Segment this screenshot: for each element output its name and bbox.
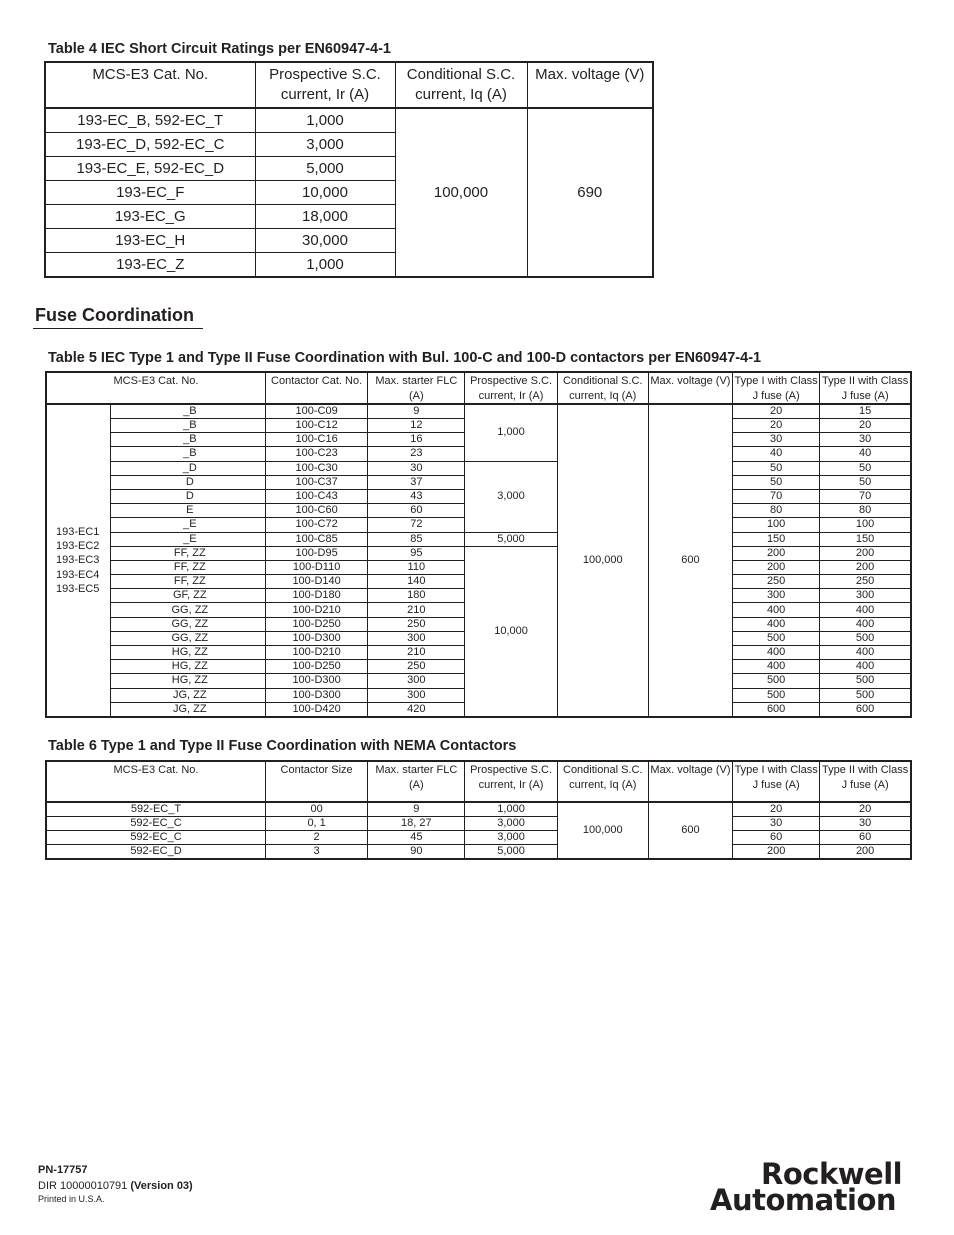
table5-type1: 400 — [733, 617, 820, 631]
table5-flc: 72 — [368, 518, 465, 532]
table5-contactor: 100-C43 — [265, 489, 367, 503]
table5-suffix: FF, ZZ — [110, 546, 265, 560]
table6-voltage-value: 600 — [648, 802, 732, 859]
table5-header-cat: MCS-E3 Cat. No. — [46, 372, 265, 404]
table6-header-cat: MCS-E3 Cat. No. — [46, 761, 266, 802]
table5-suffix: HG, ZZ — [110, 660, 265, 674]
table5-flc: 300 — [368, 631, 465, 645]
table5-type1: 150 — [733, 532, 820, 546]
table4-cell: 1,000 — [255, 253, 395, 278]
table5-header-voltage: Max. voltage (V) — [648, 372, 732, 404]
table5-type2: 70 — [820, 489, 911, 503]
table5-flc: 30 — [368, 461, 465, 475]
table6-cell: 592-EC_C — [46, 831, 266, 845]
logo-line1: Rockwell — [761, 1157, 903, 1191]
table5-contactor: 100-D300 — [265, 688, 367, 702]
table5-prospective-group: 5,000 — [465, 532, 557, 546]
table5-prospective-group: 1,000 — [465, 404, 557, 461]
footer-dir-number: DIR 10000010791 — [38, 1180, 131, 1192]
table6-cell: 90 — [368, 845, 465, 860]
table5-type1: 200 — [733, 560, 820, 574]
table6-cell: 60 — [733, 831, 820, 845]
table5-type2: 150 — [820, 532, 911, 546]
table6-cell: 9 — [368, 802, 465, 817]
rockwell-automation-logo — [710, 1157, 903, 1217]
table5-contactor: 100-C37 — [265, 475, 367, 489]
table6-cell: 0, 1 — [266, 817, 368, 831]
table5-suffix: HG, ZZ — [110, 646, 265, 660]
table5-contactor: 100-D420 — [265, 702, 367, 717]
table6-cell: 45 — [368, 831, 465, 845]
table5-flc: 420 — [368, 702, 465, 717]
table5-type2: 80 — [820, 504, 911, 518]
table5-cat-group — [46, 404, 110, 717]
table5-voltage-value: 600 — [648, 404, 732, 717]
table6-cell: 30 — [733, 817, 820, 831]
table5-type2: 50 — [820, 461, 911, 475]
table5-contactor: 100-C72 — [265, 518, 367, 532]
table4 — [44, 61, 654, 278]
section-heading-underline — [33, 328, 203, 329]
table5-suffix: FF, ZZ — [110, 560, 265, 574]
table5-contactor: 100-C16 — [265, 433, 367, 447]
table5-suffix: _B — [110, 419, 265, 433]
table4-header-conditional: Conditional S.C. current, Iq (A) — [395, 62, 527, 108]
table-row — [46, 802, 911, 817]
table4-cell: 10,000 — [255, 181, 395, 205]
table6-header-type1: Type I with Class J fuse (A) — [733, 761, 820, 802]
table6-cell: 30 — [820, 817, 911, 831]
table5-type2: 200 — [820, 560, 911, 574]
table5-prospective-group: 3,000 — [465, 461, 557, 532]
table6-cell: 5,000 — [465, 845, 557, 860]
table5-suffix: HG, ZZ — [110, 674, 265, 688]
table6-cell: 2 — [266, 831, 368, 845]
table5-type1: 50 — [733, 461, 820, 475]
table6-cell: 00 — [266, 802, 368, 817]
table5-flc: 110 — [368, 560, 465, 574]
table6-header-voltage: Max. voltage (V) — [648, 761, 732, 802]
table4-cell: 30,000 — [255, 229, 395, 253]
table6-cell: 592-EC_C — [46, 817, 266, 831]
table5-type1: 50 — [733, 475, 820, 489]
table5-type2: 50 — [820, 475, 911, 489]
table5-contactor: 100-D300 — [265, 674, 367, 688]
table5-flc: 85 — [368, 532, 465, 546]
table5-type2: 600 — [820, 702, 911, 717]
table5-type2: 100 — [820, 518, 911, 532]
table-row — [46, 831, 911, 845]
table5-contactor: 100-C23 — [265, 447, 367, 461]
table5-type2: 400 — [820, 617, 911, 631]
table-row — [46, 404, 911, 419]
table5-type2: 20 — [820, 419, 911, 433]
table5-type1: 30 — [733, 433, 820, 447]
table4-conditional-value: 100,000 — [395, 108, 527, 277]
table4-cell: 1,000 — [255, 108, 395, 133]
table5-type2: 500 — [820, 674, 911, 688]
table5-suffix: GG, ZZ — [110, 617, 265, 631]
table5-contactor: 100-C12 — [265, 419, 367, 433]
table6-cell: 3,000 — [465, 817, 557, 831]
table6-conditional-value: 100,000 — [557, 802, 648, 859]
table5-type1: 80 — [733, 504, 820, 518]
table5-suffix: E — [110, 504, 265, 518]
table4-cell: 193-EC_Z — [45, 253, 255, 278]
table5-cat-prefix: 193-EC2 — [56, 539, 100, 552]
table5-suffix: GG, ZZ — [110, 603, 265, 617]
table6-header-prospective: Prospective S.C. current, Ir (A) — [465, 761, 557, 802]
table5-type1: 70 — [733, 489, 820, 503]
table4-title: Table 4 IEC Short Circuit Ratings per EN60947-4-1 — [48, 41, 391, 57]
table6-cell: 200 — [733, 845, 820, 860]
table4-cell: 5,000 — [255, 157, 395, 181]
table5-header-type1: Type I with Class J fuse (A) — [733, 372, 820, 404]
table6-cell: 3 — [266, 845, 368, 860]
table5-flc: 210 — [368, 603, 465, 617]
table6-cell: 1,000 — [465, 802, 557, 817]
table4-cell: 193-EC_B, 592-EC_T — [45, 108, 255, 133]
table5-type2: 300 — [820, 589, 911, 603]
table6-cell: 592-EC_D — [46, 845, 266, 860]
table5-flc: 250 — [368, 617, 465, 631]
table5-contactor: 100-D180 — [265, 589, 367, 603]
table5-flc: 12 — [368, 419, 465, 433]
table5-contactor: 100-C85 — [265, 532, 367, 546]
table5-header-contactor: Contactor Cat. No. — [265, 372, 367, 404]
footer-version: (Version 03) — [130, 1180, 193, 1192]
table-row — [46, 845, 911, 860]
table5-cat-prefix: 193-EC5 — [56, 582, 100, 595]
table5-flc: 250 — [368, 660, 465, 674]
table5-type1: 250 — [733, 575, 820, 589]
table5-flc: 95 — [368, 546, 465, 560]
table-row — [46, 532, 911, 546]
table5-type1: 100 — [733, 518, 820, 532]
table4-header-prospective: Prospective S.C. current, Ir (A) — [255, 62, 395, 108]
table5-contactor: 100-C30 — [265, 461, 367, 475]
logo-line2: Automation — [710, 1183, 897, 1217]
table5-suffix: D — [110, 489, 265, 503]
table5-flc: 16 — [368, 433, 465, 447]
table5-cat-prefix: 193-EC1 — [56, 525, 100, 538]
table5-suffix: _B — [110, 404, 265, 419]
table5-contactor: 100-D250 — [265, 660, 367, 674]
table5-type2: 200 — [820, 546, 911, 560]
table5-header-type2: Type II with Class J fuse (A) — [820, 372, 911, 404]
table5-type1: 600 — [733, 702, 820, 717]
table5-prospective-group: 10,000 — [465, 546, 557, 717]
table5-conditional-value: 100,000 — [557, 404, 648, 717]
table5-type1: 500 — [733, 688, 820, 702]
table5-type1: 400 — [733, 660, 820, 674]
table5-suffix: GF, ZZ — [110, 589, 265, 603]
table5-type1: 500 — [733, 674, 820, 688]
table5-flc: 300 — [368, 688, 465, 702]
table5-type1: 500 — [733, 631, 820, 645]
table5-flc: 37 — [368, 475, 465, 489]
table4-header-voltage: Max. voltage (V) — [527, 62, 653, 108]
table4-cell: 18,000 — [255, 205, 395, 229]
table5-type2: 500 — [820, 631, 911, 645]
table5-type2: 400 — [820, 603, 911, 617]
table5-flc: 60 — [368, 504, 465, 518]
table5-suffix: D — [110, 475, 265, 489]
table5-type1: 20 — [733, 419, 820, 433]
table5-header-flc: Max. starter FLC (A) — [368, 372, 465, 404]
table-row — [46, 461, 911, 475]
table6-title: Table 6 Type 1 and Type II Fuse Coordination with NEMA Contactors — [48, 738, 517, 754]
table5-header-prospective: Prospective S.C. current, Ir (A) — [465, 372, 557, 404]
table4-voltage-value: 690 — [527, 108, 653, 277]
table5-suffix: GG, ZZ — [110, 631, 265, 645]
table4-header-cat: MCS-E3 Cat. No. — [45, 62, 255, 108]
footer-dir — [38, 1180, 193, 1192]
table6-cell: 3,000 — [465, 831, 557, 845]
table6-header-conditional: Conditional S.C. current, Iq (A) — [557, 761, 648, 802]
table5-type1: 20 — [733, 404, 820, 419]
footer-pn: PN-17757 — [38, 1164, 88, 1176]
table4-cell: 193-EC_D, 592-EC_C — [45, 133, 255, 157]
table6-cell: 18, 27 — [368, 817, 465, 831]
table4-cell: 193-EC_F — [45, 181, 255, 205]
table5-suffix: _E — [110, 518, 265, 532]
footer-printed: Printed in U.S.A. — [38, 1194, 105, 1204]
table5-type2: 40 — [820, 447, 911, 461]
table5 — [45, 371, 912, 718]
table6-cell: 20 — [820, 802, 911, 817]
table6 — [45, 760, 912, 860]
table6-cell: 200 — [820, 845, 911, 860]
table5-type2: 500 — [820, 688, 911, 702]
table5-suffix: JG, ZZ — [110, 702, 265, 717]
table5-contactor: 100-C09 — [265, 404, 367, 419]
table5-type1: 300 — [733, 589, 820, 603]
table5-type2: 250 — [820, 575, 911, 589]
table6-header-type2: Type II with Class J fuse (A) — [820, 761, 911, 802]
table5-contactor: 100-C60 — [265, 504, 367, 518]
table5-type1: 400 — [733, 646, 820, 660]
table6-header-size: Contactor Size — [266, 761, 368, 802]
table5-suffix: _B — [110, 447, 265, 461]
table-row — [46, 817, 911, 831]
table5-contactor: 100-D110 — [265, 560, 367, 574]
table5-type2: 30 — [820, 433, 911, 447]
table5-flc: 140 — [368, 575, 465, 589]
table5-flc: 43 — [368, 489, 465, 503]
table5-flc: 9 — [368, 404, 465, 419]
table4-cell: 193-EC_H — [45, 229, 255, 253]
table5-contactor: 100-D95 — [265, 546, 367, 560]
table6-cell: 20 — [733, 802, 820, 817]
table5-type2: 400 — [820, 660, 911, 674]
table5-type2: 400 — [820, 646, 911, 660]
table5-type1: 200 — [733, 546, 820, 560]
table5-flc: 210 — [368, 646, 465, 660]
table6-cell: 592-EC_T — [46, 802, 266, 817]
table4-cell: 3,000 — [255, 133, 395, 157]
table6-header-flc: Max. starter FLC (A) — [368, 761, 465, 802]
table5-contactor: 100-D210 — [265, 646, 367, 660]
table5-type2: 15 — [820, 404, 911, 419]
table5-suffix: _B — [110, 433, 265, 447]
table5-flc: 180 — [368, 589, 465, 603]
table-row — [46, 546, 911, 560]
table5-header-conditional: Conditional S.C. current, Iq (A) — [557, 372, 648, 404]
table5-suffix: _D — [110, 461, 265, 475]
table5-title: Table 5 IEC Type 1 and Type II Fuse Coordination with Bul. 100-C and 100-D contactors per EN60947-4-1 — [48, 350, 762, 366]
section-heading: Fuse Coordination — [35, 305, 194, 325]
table5-contactor: 100-D250 — [265, 617, 367, 631]
table5-cat-prefix: 193-EC3 — [56, 554, 100, 567]
table5-cat-prefix: 193-EC4 — [56, 568, 100, 581]
table5-contactor: 100-D140 — [265, 575, 367, 589]
table5-suffix: _E — [110, 532, 265, 546]
table5-contactor: 100-D210 — [265, 603, 367, 617]
table5-flc: 300 — [368, 674, 465, 688]
table5-flc: 23 — [368, 447, 465, 461]
table5-type1: 40 — [733, 447, 820, 461]
table5-suffix: FF, ZZ — [110, 575, 265, 589]
table5-contactor: 100-D300 — [265, 631, 367, 645]
table6-cell: 60 — [820, 831, 911, 845]
table5-suffix: JG, ZZ — [110, 688, 265, 702]
table4-cell: 193-EC_E, 592-EC_D — [45, 157, 255, 181]
table5-type1: 400 — [733, 603, 820, 617]
table4-cell: 193-EC_G — [45, 205, 255, 229]
